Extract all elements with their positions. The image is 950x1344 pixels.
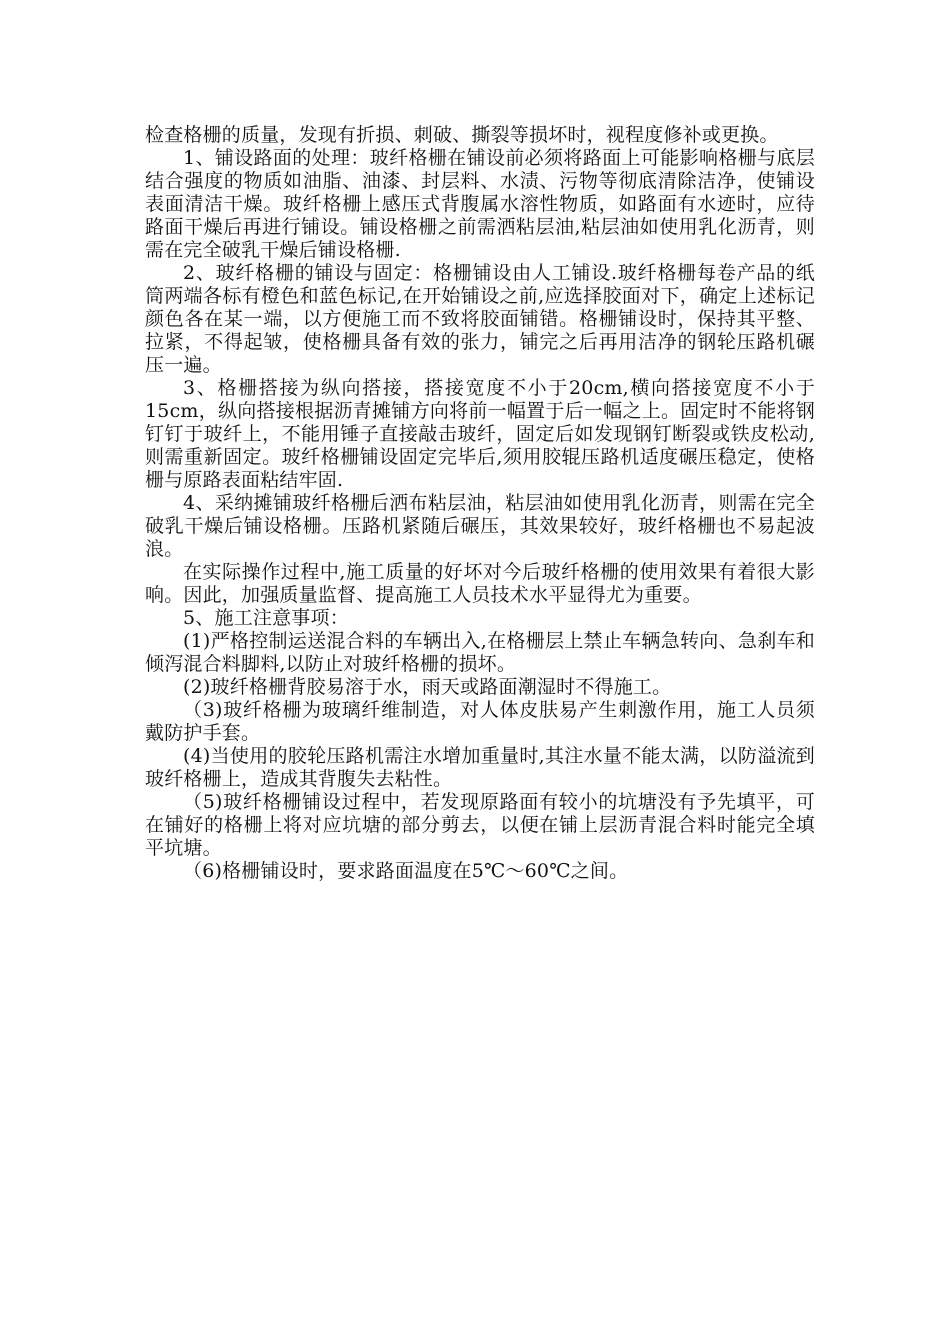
paragraph-step-1: 1、铺设路面的处理：玻纤格栅在铺设前必须将路面上可能影响格栅与底层结合强度的物质如油脂、油漆、封层料、水渍、污物等彻底清除洁净，使铺设表面清洁干燥。玻纤格栅上感压式背腹属水溶性物质，如路面有水迹时，应待路面干燥后再进行铺设。铺设格栅之前需洒粘层油,粘层油如使用乳化沥青，则需在完全破乳干燥后铺设格栅. [145,147,815,261]
paragraph-note-2: (2)玻纤格栅背胶易溶于水，雨天或路面潮湿时不得施工。 [183,676,672,698]
paragraph-step-5-heading: 5、施工注意事项： [183,607,349,629]
paragraph-note-6: （6)格栅铺设时，要求路面温度在5℃～60℃之间。 [183,860,629,882]
paragraph-quality-note: 在实际操作过程中,施工质量的好坏对今后玻纤格栅的使用效果有着很大影响。因此，加强质量监督、提高施工人员技术水平显得尤为重要。 [145,561,815,606]
paragraph-note-3: （3)玻纤格栅为玻璃纤维制造，对人体皮肤易产生刺激作用，施工人员须戴防护手套。 [145,699,815,744]
paragraph-note-5: （5)玻纤格栅铺设过程中，若发现原路面有较小的坑塘没有予先填平，可在铺好的格栅上将对应坑塘的部分剪去，以便在铺上层沥青混合料时能完全填平坑塘。 [145,791,815,859]
paragraph-step-4: 4、采纳摊铺玻纤格栅后洒布粘层油，粘层油如使用乳化沥青，则需在完全破乳干燥后铺设格栅。压路机紧随后碾压，其效果较好，玻纤格栅也不易起波浪。 [145,492,815,560]
paragraph-inspection: 检查格栅的质量，发现有折损、刺破、撕裂等损坏时，视程度修补或更换。 [145,124,779,146]
paragraph-step-3: 3、格栅搭接为纵向搭接，搭接宽度不小于20cm,横向搭接宽度不小于15cm，纵向搭接根据沥青摊铺方向将前一幅置于后一幅之上。固定时不能将钢钉钉于玻纤上，不能用锤子直接敲击玻纤，固定后如发现钢钉断裂或铁皮松动,则需重新固定。玻纤格栅铺设固定完毕后,须用胶辊压路机适度碾压稳定，使格栅与原路表面粘结牢固. [145,377,815,491]
paragraph-step-2: 2、玻纤格栅的铺设与固定：格栅铺设由人工铺设.玻纤格栅每卷产品的纸筒两端各标有橙色和蓝色标记,在开始铺设之前,应选择胶面对下，确定上述标记颜色各在某一端，以方便施工而不致将胶面铺错。格栅铺设时，保持其平整、拉紧，不得起皱，使格栅具备有效的张力，铺完之后再用洁净的钢轮压路机碾压一遍。 [145,262,815,376]
document-body [145,124,815,883]
paragraph-note-4: (4)当使用的胶轮压路机需注水增加重量时,其注水量不能太满，以防溢流到玻纤格栅上，造成其背腹失去粘性。 [145,745,815,790]
paragraph-note-1: (1)严格控制运送混合料的车辆出入,在格栅层上禁止车辆急转向、急刹车和倾泻混合料脚料,以防止对玻纤格栅的损坏。 [145,630,815,675]
